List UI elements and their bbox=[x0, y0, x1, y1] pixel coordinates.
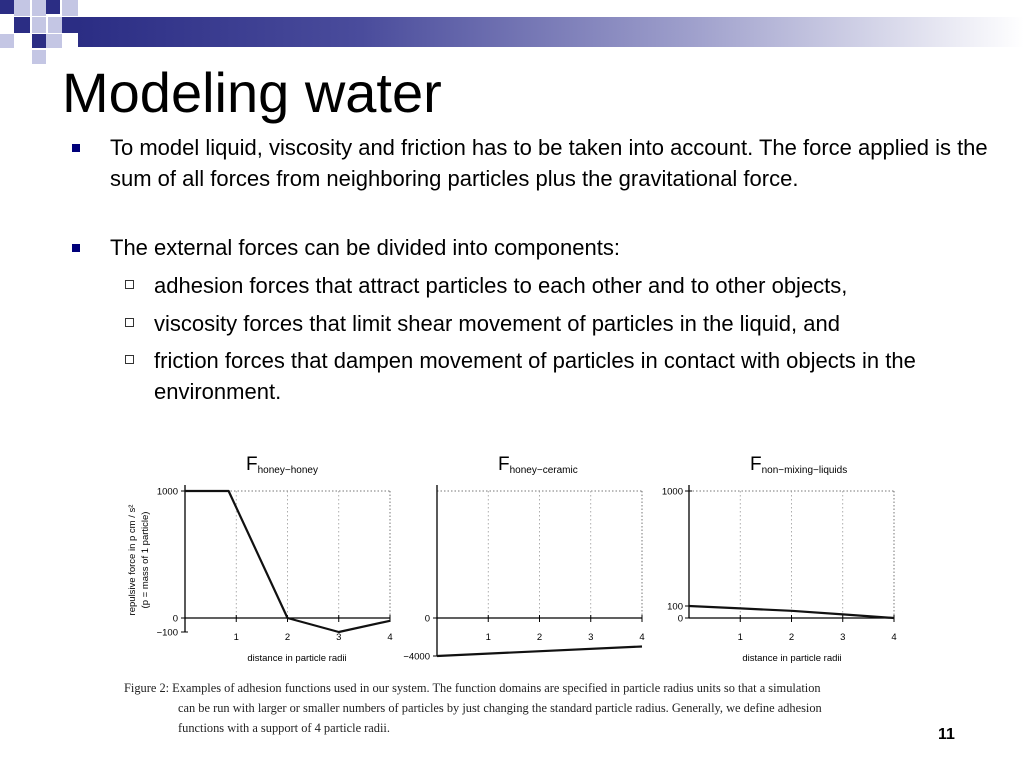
caption-line: functions with a support of 4 particle radii. bbox=[178, 721, 390, 735]
x-tick-label: 4 bbox=[387, 632, 393, 643]
series-line bbox=[437, 647, 642, 657]
page-number: 11 bbox=[938, 726, 955, 743]
x-tick-label: 1 bbox=[485, 632, 491, 643]
chart-title-subscript: non−mixing−liquids bbox=[761, 465, 848, 476]
y-tick-label: 1000 bbox=[661, 486, 683, 498]
chart-title bbox=[750, 454, 847, 476]
slide-title: Modeling water bbox=[62, 61, 442, 124]
figure-caption bbox=[124, 678, 904, 738]
y-tick-label: 1000 bbox=[156, 486, 178, 498]
x-tick-label: 1 bbox=[737, 632, 743, 643]
bullet-text: The external forces can be divided into components: bbox=[110, 235, 620, 260]
y-tick-label: 0 bbox=[172, 613, 178, 625]
y-tick-label: 0 bbox=[677, 613, 683, 625]
chart-2 bbox=[403, 454, 644, 663]
y-tick-label: −4000 bbox=[403, 651, 430, 663]
x-tick-label: 2 bbox=[536, 632, 543, 643]
y-axis-label: repulsive force in p cm / s² bbox=[127, 504, 138, 616]
x-tick-label: 1 bbox=[233, 632, 239, 643]
x-tick-label: 4 bbox=[639, 632, 645, 643]
y-tick-label: 100 bbox=[667, 601, 683, 613]
x-tick-label: 4 bbox=[891, 632, 897, 643]
sub-bullet-text: viscosity forces that limit shear movement of particles in the liquid, and bbox=[154, 311, 840, 336]
sub-bullet-text: adhesion forces that attract particles to each other and to other objects, bbox=[154, 273, 848, 298]
chart-title-subscript: honey−ceramic bbox=[509, 465, 578, 476]
x-tick-label: 2 bbox=[284, 632, 291, 643]
y-tick-label: 0 bbox=[424, 613, 430, 625]
y-axis-label: (p = mass of 1 particle) bbox=[140, 511, 151, 609]
caption-line: Figure 2: Examples of adhesion functions used in our system. The function domains are specified in particle radius units so that a simulation bbox=[124, 681, 821, 695]
chart-title bbox=[246, 454, 318, 476]
x-tick-label: 3 bbox=[588, 632, 594, 643]
chart-title-main: F bbox=[750, 454, 762, 475]
chart-3 bbox=[662, 454, 897, 664]
x-tick-label: 2 bbox=[788, 632, 795, 643]
x-axis-label: distance in particle radii bbox=[742, 653, 842, 664]
chart-title-main: F bbox=[498, 454, 510, 475]
y-tick-label: −100 bbox=[156, 627, 178, 639]
chart-1 bbox=[127, 454, 393, 664]
chart-title-main: F bbox=[246, 454, 258, 475]
chart-title bbox=[498, 454, 578, 476]
bullet-text: To model liquid, viscosity and friction has to be taken into account. The force applied is the sum of all forces from neighboring particles plus the gravitational force. bbox=[110, 135, 988, 191]
chart-title-subscript: honey−honey bbox=[257, 465, 318, 476]
x-axis-label: distance in particle radii bbox=[247, 653, 347, 664]
x-tick-label: 3 bbox=[840, 632, 846, 643]
x-tick-label: 3 bbox=[336, 632, 342, 643]
caption-line: can be run with larger or smaller numbers of particles by just changing the standard particle radius. Generally, we define adhesion bbox=[178, 701, 822, 715]
sub-bullet-text: friction forces that dampen movement of particles in contact with objects in the environment. bbox=[154, 348, 916, 404]
